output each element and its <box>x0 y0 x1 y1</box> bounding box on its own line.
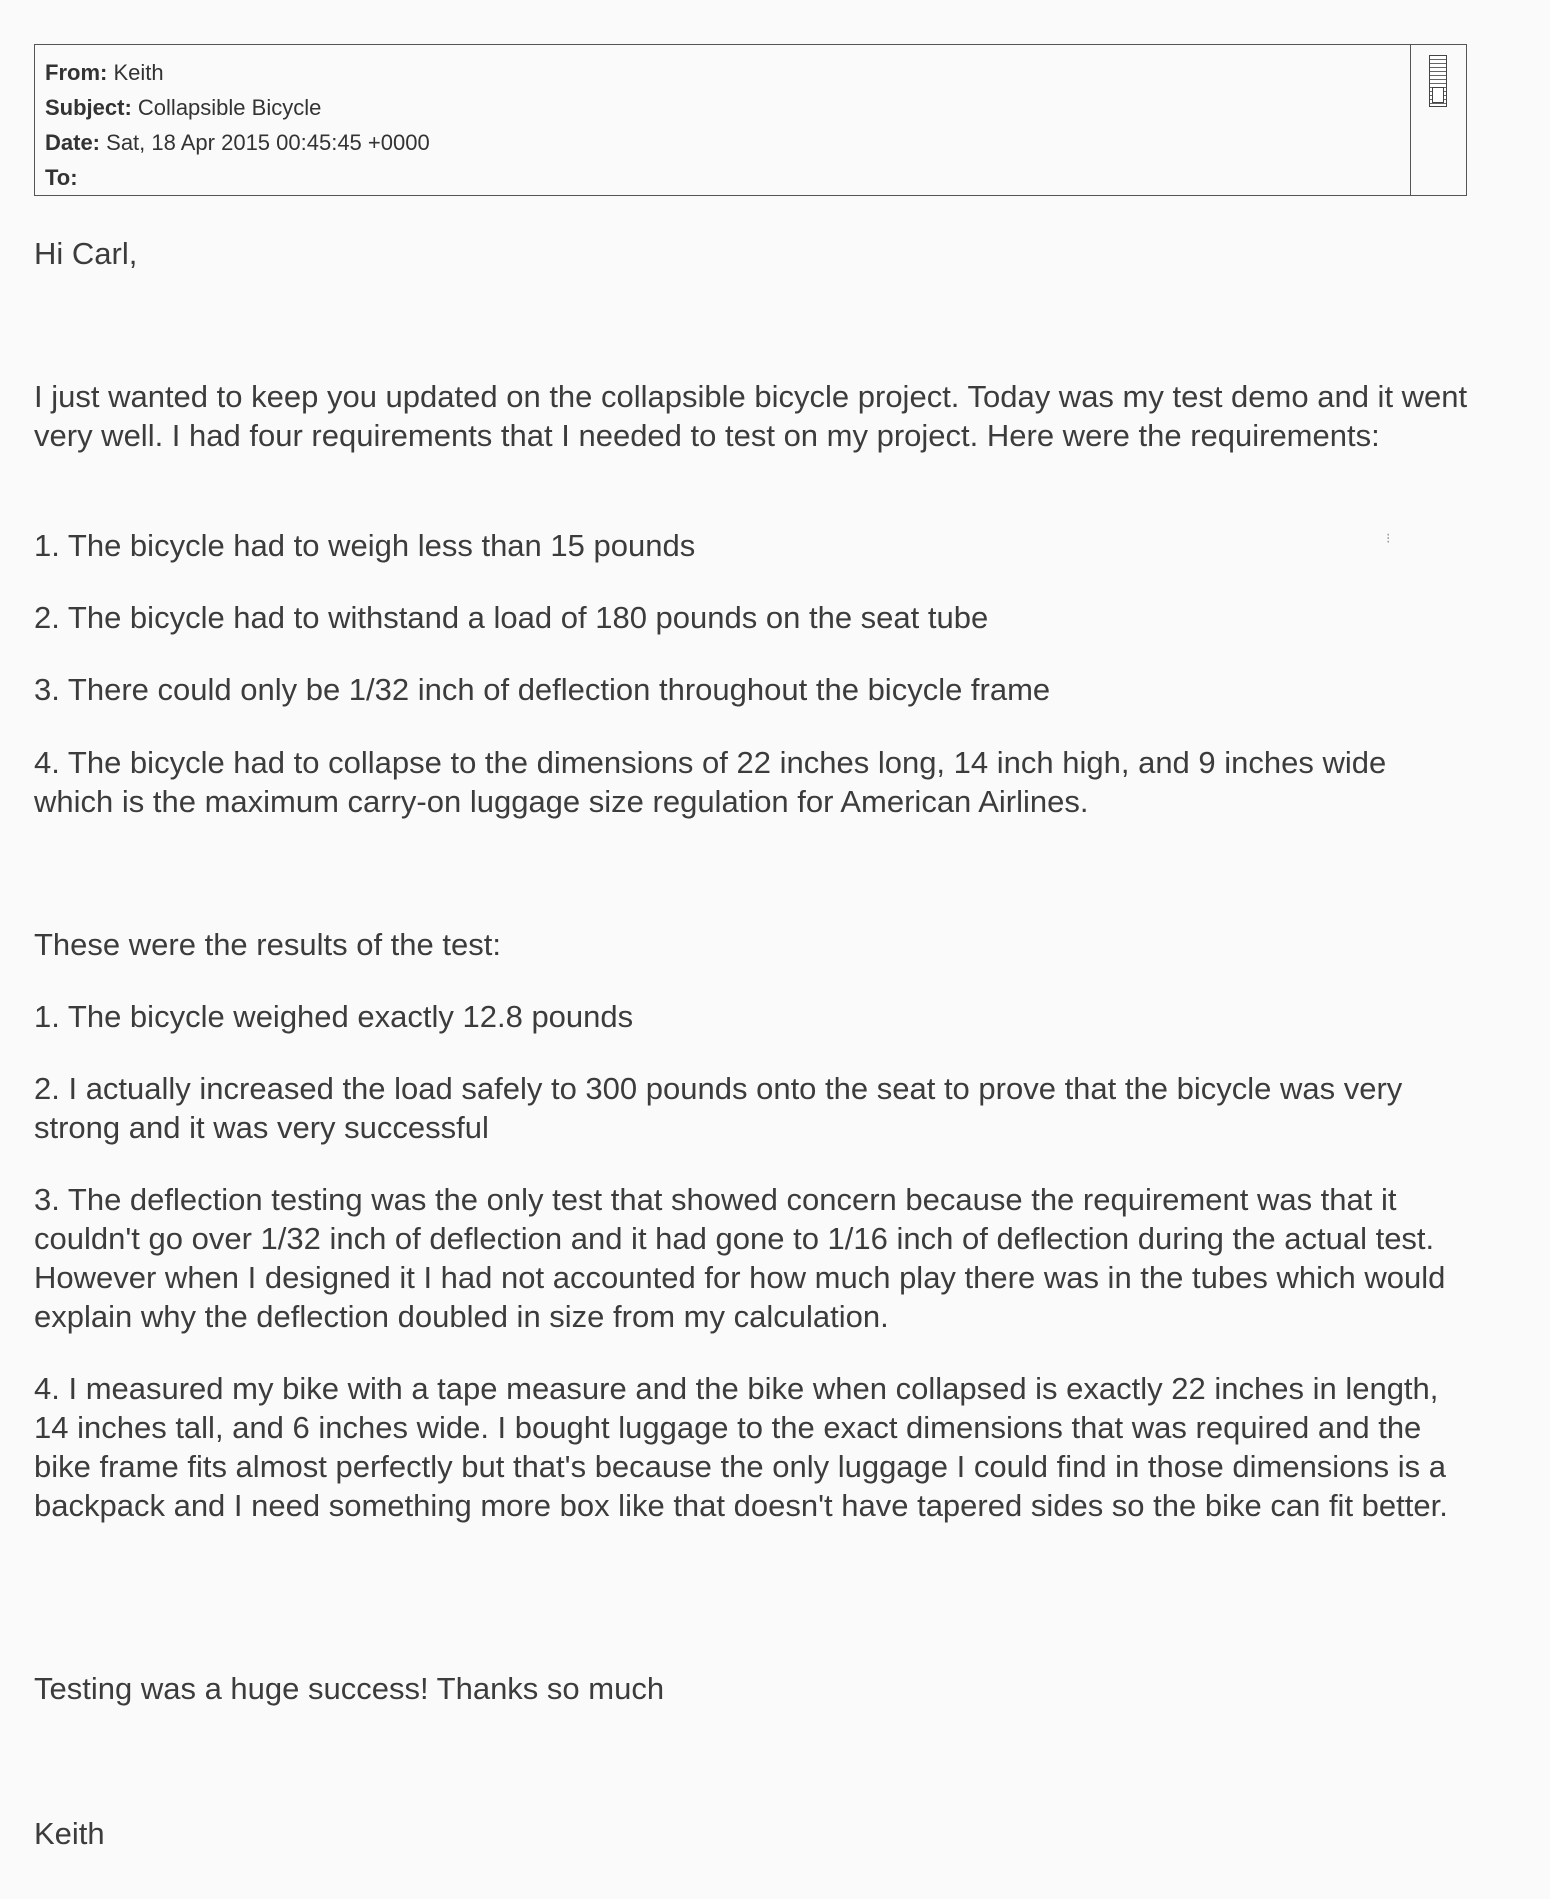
subject-value: Collapsible Bicycle <box>137 95 322 120</box>
from-label: From: <box>45 60 108 85</box>
email-header <box>34 44 1467 196</box>
from-row <box>45 55 430 90</box>
result-4: 4. I measured my bike with a tape measure and the bike when collapsed is exactly 22 inches in length, 14 inches tall, and 6 inches wide. I bought luggage to the exact dimensions that was required and the bike frame fits almost perfectly but that's because the only luggage I could find in those dimensions is a backpack and I need something more box like that doesn't have tapered sides so the bike can fit better. <box>34 1371 1448 1523</box>
requirement-2: 2. The bicycle had to withstand a load of 180 pounds on the seat tube <box>34 600 989 635</box>
greeting: Hi Carl, <box>34 236 138 271</box>
from-value: Keith <box>113 60 164 85</box>
header-side-panel <box>1410 45 1466 195</box>
document-icon <box>1429 55 1447 107</box>
subject-label: Subject: <box>45 95 132 120</box>
intro-paragraph: I just wanted to keep you updated on the collapsible bicycle project. Today was my test demo and it went very well. I had four requirements that I needed to test on my project. Here were the requirements: <box>34 379 1468 453</box>
requirement-3: 3. There could only be 1/32 inch of deflection throughout the bicycle frame <box>34 672 1051 707</box>
closing-line: Testing was a huge success! Thanks so much <box>34 1671 665 1706</box>
date-row <box>45 125 430 160</box>
date-value: Sat, 18 Apr 2015 00:45:45 +0000 <box>106 130 430 155</box>
requirement-1: 1. The bicycle had to weigh less than 15 pounds <box>34 528 696 563</box>
to-row <box>45 160 430 195</box>
requirement-4: 4. The bicycle had to collapse to the dimensions of 22 inches long, 14 inch high, and 9 inches wide which is the maximum carry-on luggage size regulation for American Airlines. <box>34 745 1387 819</box>
signature: Keith <box>34 1816 105 1851</box>
to-label: To: <box>45 165 78 190</box>
subject-row <box>45 90 430 125</box>
result-2: 2. I actually increased the load safely to 300 pounds onto the seat to prove that the bicycle was very strong and it was very successful <box>34 1071 1403 1145</box>
result-1: 1. The bicycle weighed exactly 12.8 pounds <box>34 999 634 1034</box>
results-intro: These were the results of the test: <box>34 927 501 962</box>
date-label: Date: <box>45 130 101 155</box>
header-fields <box>45 55 430 195</box>
result-3: 3. The deflection testing was the only test that showed concern because the requirement was that it couldn't go over 1/32 inch of deflection and it had gone to 1/16 inch of deflection during the actual test. However when I designed it I had not accounted for how much play there was in the tubes which would explain why the deflection doubled in size from my calculation. <box>34 1182 1446 1334</box>
scan-speck: ⁝ <box>1386 530 1391 546</box>
